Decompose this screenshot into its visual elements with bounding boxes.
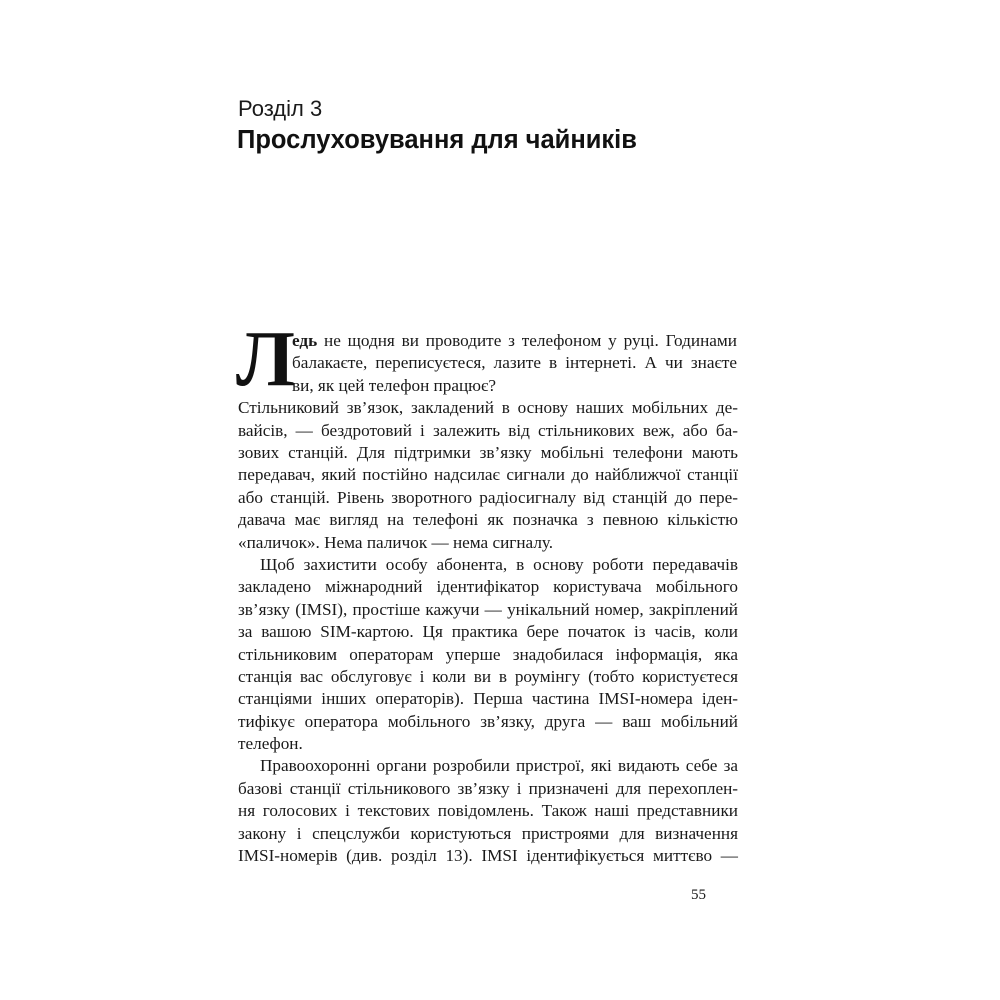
paragraph-line: закону і спецслужби користуються пристроями для визначення <box>238 823 738 843</box>
paragraph-line: вайсів, — бездротовий і залежить від стільникових веж, або ба- <box>238 420 738 440</box>
paragraph-line: Стільниковий зв’язок, закладений в основу наших мобільних де- <box>238 398 738 418</box>
paragraph-line: стільниковим операторам уперше знадобилася інформація, яка <box>238 644 738 664</box>
intro-line-3: ви, як цей телефон працює? <box>292 375 497 395</box>
paragraph-line: або станцій. Рівень зворотного радіосигналу від станцій до пере- <box>238 487 738 507</box>
drop-cap: Л <box>236 316 295 403</box>
page-number: 55 <box>691 887 706 903</box>
paragraph-line: «паличок». Нема паличок — нема сигналу. <box>238 532 554 552</box>
paragraph-line: базові станції стільникового зв’язку і призначені для перехоплен- <box>238 778 738 798</box>
paragraph-line: станція вас обслуговує і коли ви в роумінгу (тобто користуєтеся <box>238 666 738 686</box>
paragraph-line: зових станцій. Для підтримки зв’язку мобільні телефони мають <box>238 443 738 462</box>
paragraph-line: за вашою SIM-картою. Ця практика бере початок із часів, коли <box>238 622 738 642</box>
chapter-title: Прослуховування для чайників <box>237 126 637 154</box>
paragraph-line: передавач, який постійно надсилає сигнали до найближчої станції <box>238 465 738 485</box>
lead-word: едь <box>292 331 318 350</box>
intro-line-2: балакаєте, переписуєтеся, лазите в інтернеті. А чи знаєте <box>292 353 737 373</box>
chapter-label: Розділ 3 <box>238 96 323 121</box>
paragraph-line: зв’язку (IMSI), простіше кажучи — унікальний номер, закріплений <box>238 599 738 619</box>
paragraph-line: станціями інших операторів). Перша частина IMSI-номера іден- <box>238 689 738 709</box>
paragraph-line: ня голосових і текстових повідомлень. Також наші представники <box>238 801 738 821</box>
paragraph-line: давача має вигляд на телефоні як позначка з певною кількістю <box>238 510 738 530</box>
intro-line-1 <box>292 330 737 352</box>
paragraph-line: Щоб захистити особу абонента, в основу роботи передавачів <box>260 554 738 574</box>
paragraph-line: Правоохоронні органи розробили пристрої, які видають себе за <box>260 756 738 776</box>
paragraph-line: закладено міжнародний ідентифікатор користувача мобільного <box>238 577 738 597</box>
paragraph-line: телефон. <box>238 734 303 753</box>
paragraph-line: тифікує оператора мобільного зв’язку, друга — ваш мобільний <box>238 711 738 731</box>
intro-line-1-text: не щодня ви проводите з телефоном у руці. Годинами <box>317 331 737 350</box>
paragraph-line: IMSI-номерів (див. розділ 13). IMSI ідентифікується миттєво — <box>238 846 738 865</box>
